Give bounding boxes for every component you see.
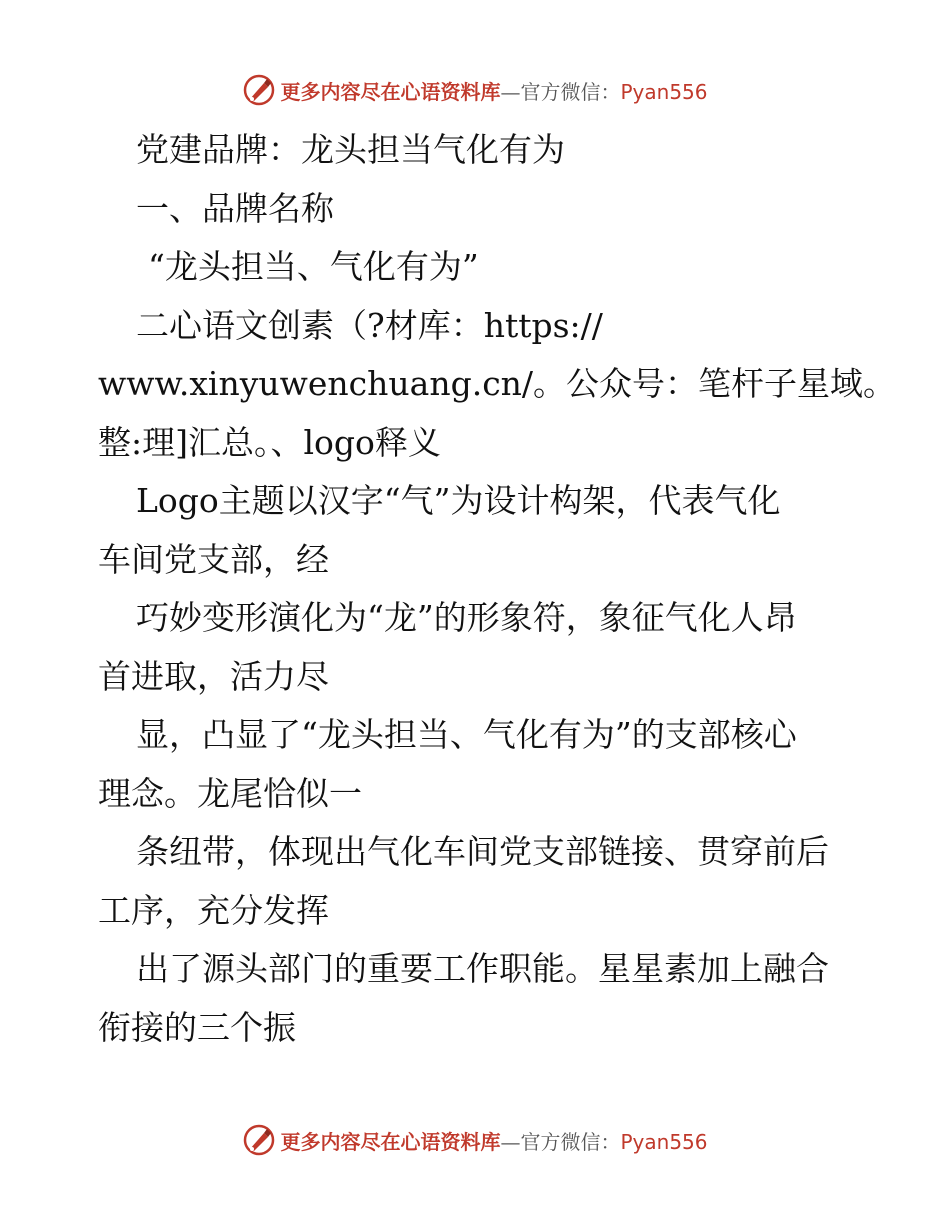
paragraph-line: 理念。龙尾恰似一 bbox=[98, 773, 362, 813]
paragraph-line: 条纽带，体现出气化车间党支部链接、贯穿前后 bbox=[136, 832, 829, 871]
document-body bbox=[98, 121, 897, 1057]
pen-logo-icon bbox=[242, 1123, 276, 1157]
paragraph-line: 显，凸显了“龙头担当、气化有为”的支部核心 bbox=[136, 715, 797, 754]
paragraph-line: 二心语文创素（?材库：https:// bbox=[136, 305, 603, 345]
pen-logo-icon bbox=[242, 73, 276, 107]
paragraph-line: 巧妙变形演化为“龙”的形象符，象征气化人昂 bbox=[136, 598, 797, 637]
footer-watermark-text: 更多内容尽在心语资料库—官方微信：Pyan556 bbox=[280, 1129, 708, 1154]
section-heading-brand-name: 一、品牌名称 bbox=[136, 188, 334, 228]
header-watermark-text: 更多内容尽在心语资料库—官方微信：Pyan556 bbox=[280, 79, 708, 104]
paragraph-line: 出了源头部门的重要工作职能。星星素加上融合 bbox=[136, 949, 829, 988]
paragraph-line: Logo主题以汉字“气”为设计构架，代表气化 bbox=[136, 481, 781, 520]
footer-watermark-banner bbox=[0, 1120, 950, 1160]
paragraph-line: 整:理]汇总。、logo释义 bbox=[98, 422, 441, 462]
header-watermark-banner bbox=[0, 70, 950, 110]
doc-title: 党建品牌：龙头担当气化有为 bbox=[136, 130, 565, 169]
paragraph-line: 衔接的三个振 bbox=[98, 1007, 296, 1047]
brand-name-text: “龙头担当、气化有为” bbox=[148, 247, 479, 286]
paragraph-line: 车间党支部，经 bbox=[98, 539, 329, 579]
paragraph-line: 工序，充分发挥 bbox=[98, 890, 329, 930]
paragraph-line: 首进取，活力尽 bbox=[98, 656, 329, 696]
paragraph-line: www.xinyuwenchuang.cn/。公众号：笔杆子星域。 bbox=[98, 364, 897, 403]
